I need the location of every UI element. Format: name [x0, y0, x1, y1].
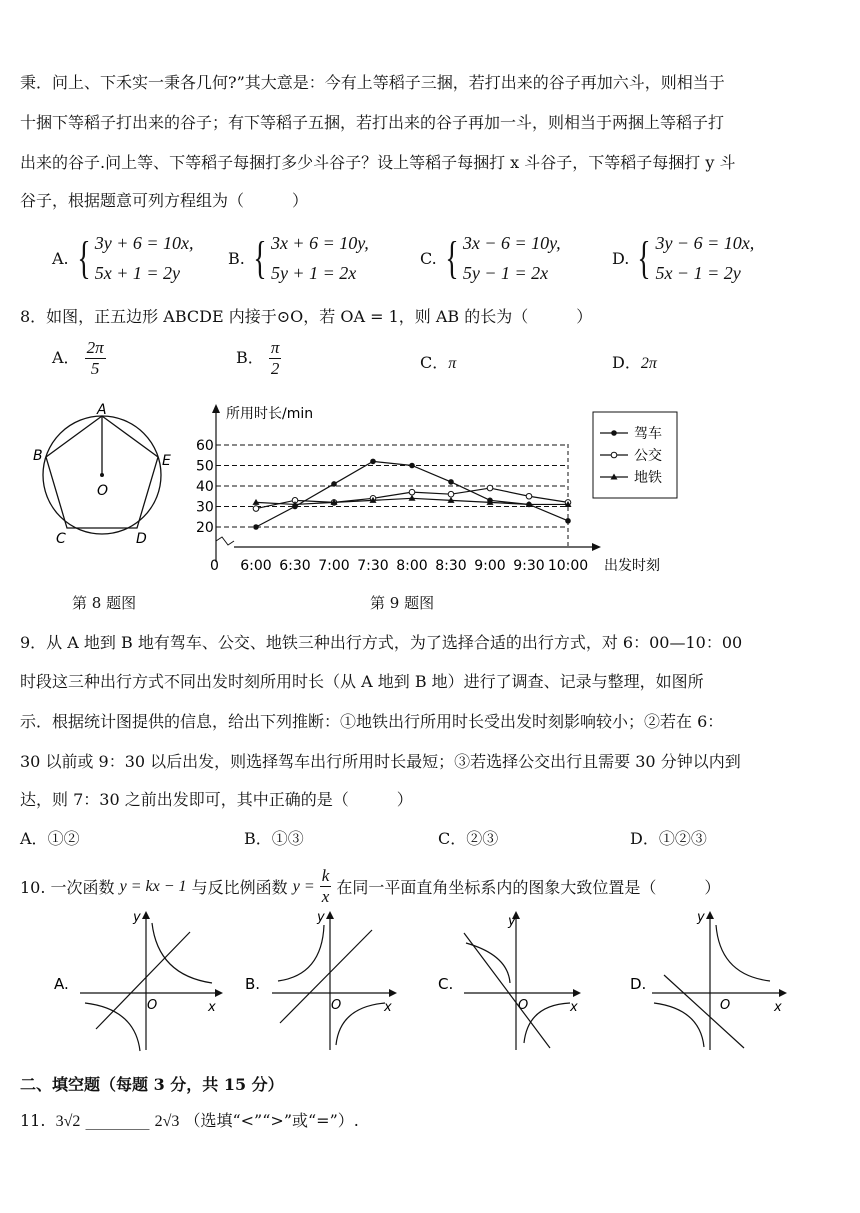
- q9-line-1: 9．从 A 地到 B 地有驾车、公交、地铁三种出行方式，为了选择合适的出行方式，对 6：00—10：00: [20, 633, 743, 652]
- svg-text:O: O: [331, 998, 342, 1013]
- option-label: A.: [54, 975, 69, 993]
- svg-text:x: x: [774, 1000, 782, 1015]
- q9-option-c[interactable]: C．②③: [438, 829, 499, 848]
- equation: 5y + 1 = 2x: [270, 263, 357, 283]
- label-a: A: [97, 402, 107, 418]
- travel-time-chart: [196, 402, 680, 587]
- q9-line-4: 30 以前或 9：30 以后出发，则选择驾车出行所用时长最短；③若选择公交出行且需要 30 分钟以内到: [20, 752, 741, 771]
- q11: 11. 3√2 ________ 2√3 （选填“<”“>”或“=”）.: [20, 1111, 359, 1130]
- data-point: [487, 485, 493, 491]
- brace-icon: {: [637, 232, 652, 283]
- svg-text:O: O: [147, 998, 158, 1013]
- hyperbola-branch: [466, 943, 510, 983]
- graph-option-c[interactable]: [438, 911, 581, 1050]
- legend-label: 公交: [634, 448, 662, 464]
- q7-line-3: 出来的谷子.问上等、下等稻子每捆打多少斗谷子？设上等稻子每捆打 x 斗谷子，下等稻子每捆打 y 斗: [20, 153, 736, 172]
- y-axis-label: 所用时长/min: [226, 406, 314, 422]
- svg-text:x: x: [208, 1000, 216, 1015]
- svg-text:y: y: [508, 914, 516, 929]
- q11-answer-blank[interactable]: ________: [85, 1111, 150, 1130]
- y-tick-label: 20: [196, 520, 214, 536]
- fraction: $\frac{\pi}{2}$: [270, 338, 280, 378]
- option-label: B.: [228, 248, 245, 268]
- q7-line-1: 秉．问上、下禾实一秉各几何?”其大意是：今有上等稻子三捆，若打出来的谷子再加六斗，则相当于: [20, 73, 725, 92]
- linear-function: y = kx − 1: [119, 877, 187, 895]
- equation: 3x − 6 = 10y,: [462, 233, 561, 253]
- x-axis-label: 出发时刻: [604, 558, 660, 574]
- svg-text:x: x: [384, 1000, 392, 1015]
- equation: 3y − 6 = 10x,: [655, 233, 755, 253]
- y-tick-label: 30: [196, 499, 214, 516]
- y-axis-arrow-icon: [212, 404, 220, 413]
- graph-option-a[interactable]: [54, 910, 223, 1051]
- x-tick-label: 7:00: [318, 558, 350, 574]
- q8-option-c[interactable]: C．π: [420, 353, 457, 372]
- x-tick-label: 9:30: [513, 558, 545, 574]
- q10-graphs: [40, 905, 830, 1055]
- q9-option-d[interactable]: D．①②③: [630, 829, 707, 848]
- q7-line-4: 谷子，根据题意可列方程组为（ ）: [20, 191, 309, 210]
- y-arrow-icon: [706, 911, 714, 919]
- option-label: B.: [245, 975, 261, 993]
- equation: 3y + 6 = 10x,: [94, 233, 194, 253]
- x-tick-label: 6:30: [279, 558, 311, 574]
- data-point: [448, 491, 454, 497]
- y-arrow-icon: [326, 911, 334, 919]
- option-label: A．: [52, 348, 80, 367]
- legend-label: 地铁: [634, 470, 662, 486]
- data-point: [253, 506, 259, 512]
- line-graph: [664, 975, 744, 1048]
- x-tick-label: 8:30: [435, 558, 467, 574]
- q10-stem: 10. 一次函数 y = kx − 1 与反比例函数 y = $\frac{k}{x}$ 在同一平面直角坐标系内的图象大致位置是（ ）: [20, 866, 721, 906]
- data-point: [409, 489, 415, 495]
- fig8-caption: 第 8 题图: [72, 594, 137, 612]
- graph-option-d[interactable]: [630, 910, 787, 1050]
- q7-line-2: 十捆下等稻子打出来的谷子；有下等稻子五捆，若打出来的谷子再加一斗，则相当于两捆上等稻子打: [20, 113, 725, 132]
- svg-text:y: y: [133, 910, 141, 925]
- x-tick-label: 6:00: [240, 558, 272, 574]
- q7-option-c[interactable]: [420, 228, 561, 288]
- svg-text:O: O: [720, 998, 731, 1013]
- inverse-function-fraction: $\frac{k}{x}$: [321, 866, 330, 906]
- equation: 3x + 6 = 10y,: [270, 233, 369, 253]
- q8-option-a[interactable]: [52, 338, 106, 379]
- hyperbola-branch: [152, 923, 212, 983]
- center-point: [100, 473, 104, 477]
- q9-line-5: 达，则 7：30 之前出发即可，其中正确的是（ ）: [20, 790, 413, 809]
- q9-option-b[interactable]: B．①③: [244, 829, 304, 848]
- axis-break-icon: [216, 537, 234, 545]
- data-point: [331, 481, 337, 487]
- brace-icon: {: [445, 232, 459, 283]
- q7-option-b[interactable]: [228, 228, 369, 288]
- q11-left-value: 3√2: [55, 1113, 81, 1130]
- svg-text:x: x: [570, 1000, 578, 1015]
- data-point: [565, 518, 571, 524]
- label-o: O: [97, 483, 109, 499]
- q8-stem: 8．如图，正五边形 ABCDE 内接于⊙O，若 OA = 1，则 AB 的长为（ ）: [20, 307, 593, 326]
- equation: 5x − 1 = 2y: [655, 263, 741, 283]
- option-label: B．: [236, 348, 264, 367]
- data-point: [409, 495, 416, 501]
- data-point: [253, 524, 259, 530]
- q9-line-3: 示．根据统计图提供的信息，给出下列推断：①地铁出行所用时长受出发时刻影响较小；②若在 6：: [20, 712, 724, 731]
- x-tick-label: 9:00: [474, 558, 506, 574]
- x-arrow-icon: [389, 989, 397, 997]
- x-tick-label: 8:00: [396, 558, 428, 574]
- svg-text:y: y: [697, 910, 705, 925]
- q7-option-d[interactable]: [612, 228, 754, 288]
- section-2-title: 二、填空题（每题 3 分，共 15 分）: [20, 1075, 284, 1094]
- chart-frame: [210, 404, 677, 574]
- origin-label: 0: [210, 558, 219, 574]
- y-tick-label: 40: [196, 479, 214, 495]
- option-label: D.: [612, 248, 630, 268]
- hyperbola-branch: [654, 1003, 704, 1047]
- x-tick-label: 10:00: [547, 558, 589, 574]
- y-arrow-icon: [142, 911, 150, 919]
- brace-icon: {: [77, 232, 91, 283]
- option-label: D.: [630, 975, 647, 993]
- svg-text:y: y: [317, 910, 325, 925]
- y-tick-label: 60: [196, 438, 214, 454]
- q7-option-a[interactable]: [52, 228, 194, 288]
- data-point: [611, 452, 617, 458]
- y-tick-label: 50: [196, 458, 214, 475]
- hyperbola-branch: [85, 1003, 140, 1051]
- svg-text:O: O: [518, 998, 529, 1013]
- x-tick-label: 7:30: [357, 558, 389, 574]
- option-label: D．: [612, 353, 641, 372]
- q11-right-value: 2√3: [154, 1113, 180, 1130]
- x-arrow-icon: [779, 989, 787, 997]
- q8-option-d[interactable]: D．2π: [612, 353, 657, 372]
- hyperbola-branch: [278, 925, 324, 981]
- q8-option-b[interactable]: [236, 338, 281, 379]
- label-d: D: [136, 531, 147, 547]
- data-point: [409, 463, 415, 469]
- data-point: [253, 499, 260, 505]
- pentagon-figure: [30, 400, 180, 550]
- x-arrow-icon: [215, 989, 223, 997]
- label-e: E: [162, 453, 171, 469]
- label-b: B: [33, 448, 43, 464]
- data-point: [611, 430, 617, 436]
- label-c: C: [56, 531, 66, 547]
- graph-option-b[interactable]: [245, 910, 397, 1050]
- data-point: [370, 459, 376, 465]
- option-label: C．: [420, 353, 449, 372]
- hyperbola-branch: [336, 1003, 385, 1045]
- brace-icon: {: [253, 232, 267, 283]
- q9-option-a[interactable]: A．①②: [20, 829, 80, 848]
- hyperbola-branch: [716, 925, 770, 981]
- fraction: $\frac{2\pi}{5}$: [86, 338, 104, 378]
- q9-line-2: 时段这三种出行方式不同出发时刻所用时长（从 A 地到 B 地）进行了调查、记录与整理，如图所: [20, 672, 704, 691]
- equation: 5x + 1 = 2y: [94, 263, 181, 283]
- x-axis-arrow-icon: [592, 543, 601, 551]
- line-graph: [96, 932, 190, 1029]
- x-arrow-icon: [573, 989, 581, 997]
- equation: 5y − 1 = 2x: [462, 263, 549, 283]
- option-label: C.: [438, 975, 454, 993]
- data-point: [448, 479, 454, 485]
- legend-label: 驾车: [634, 426, 662, 442]
- option-label: C.: [420, 248, 437, 268]
- data-point: [526, 493, 532, 499]
- option-label: A.: [52, 248, 69, 268]
- fig9-caption: 第 9 题图: [370, 594, 435, 612]
- line-graph: [464, 933, 550, 1048]
